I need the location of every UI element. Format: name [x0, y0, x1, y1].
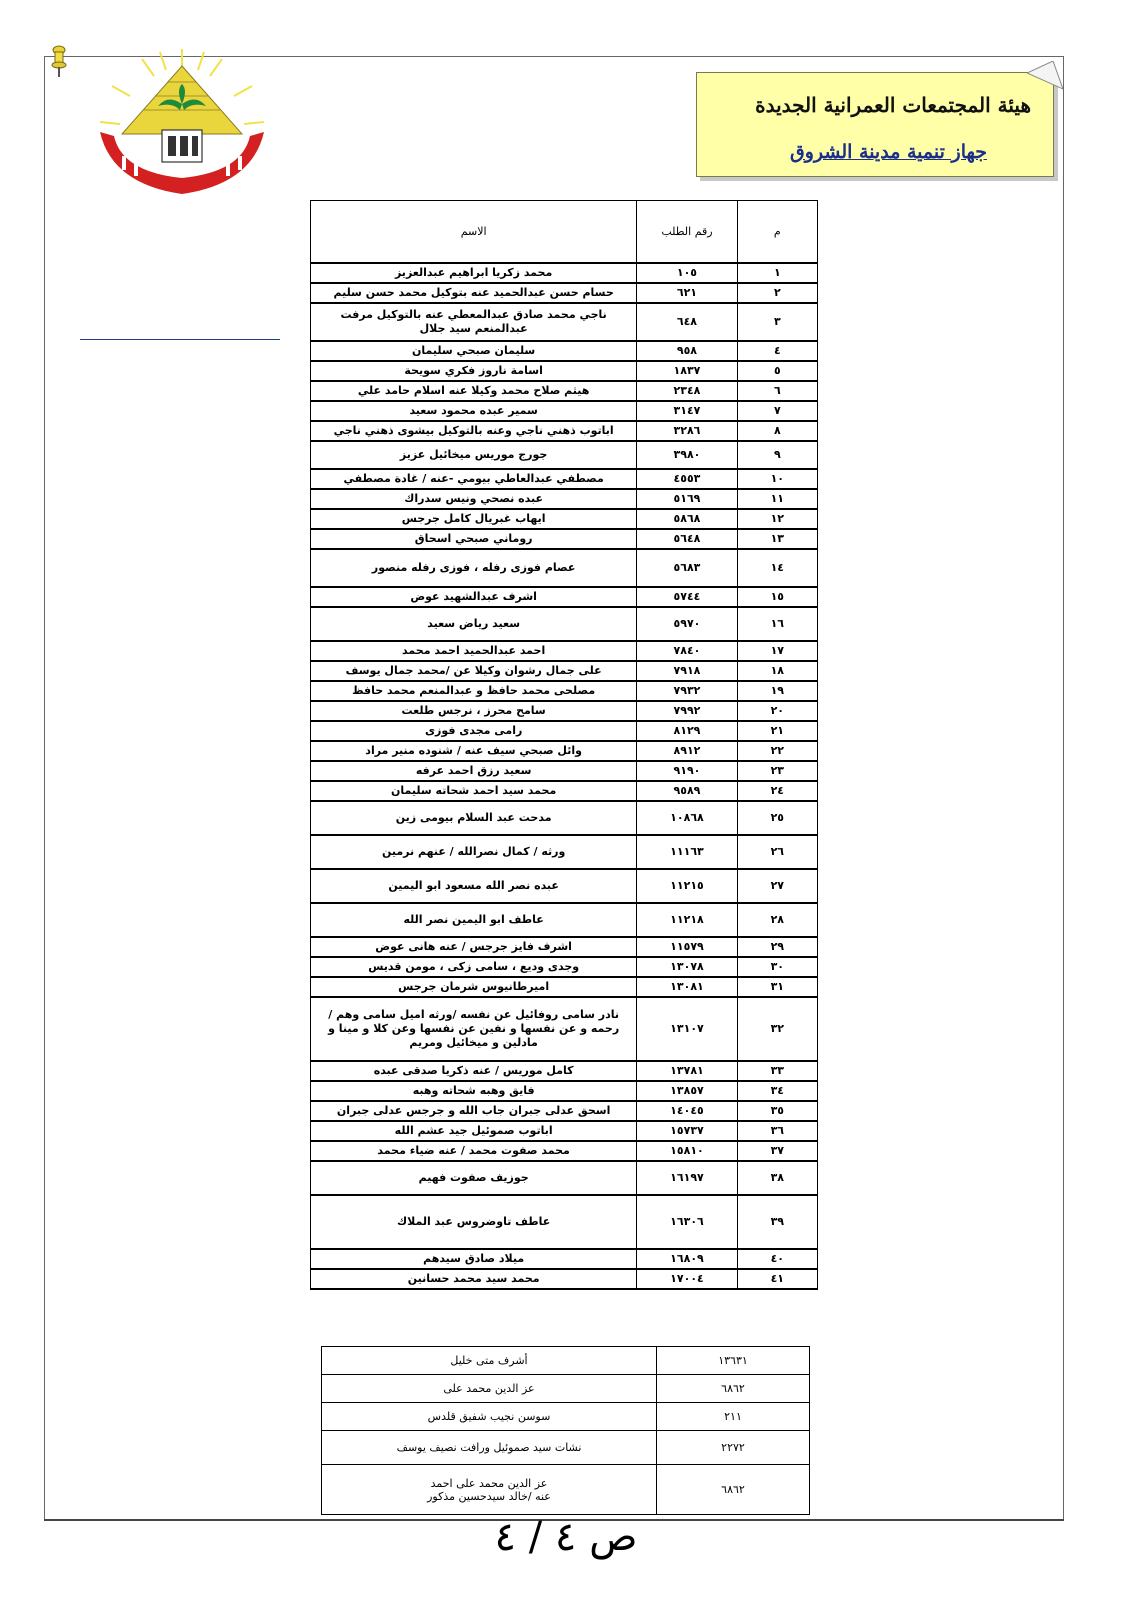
row-num: ٨ — [737, 421, 817, 441]
row-name: اسحق عدلى جبران جاب الله و جرجس عدلى جبران — [311, 1101, 637, 1121]
row-request: ١١٢١٨ — [637, 903, 737, 937]
row-name: محمد سيد محمد حسانين — [311, 1269, 637, 1289]
page-number: ص ٤ / ٤ — [494, 1514, 638, 1560]
table-row — [311, 1121, 818, 1141]
table-row — [311, 283, 818, 303]
row-num: ٣٠ — [737, 957, 817, 977]
row-name: نادر سامى روفائيل عن نفسه /ورثه اميل سامى وهم / رحمه و عن نفسها و نفين عن نفسها وعن كلا و مينا و مادلين و ميخائيل ومريم — [311, 997, 637, 1061]
row-name: سامح محرز ، نرجس طلعت — [311, 701, 637, 721]
table-row — [311, 469, 818, 489]
row-request: ١٧٠٠٤ — [637, 1269, 737, 1289]
row-request: ٥٦٤٨ — [637, 529, 737, 549]
row-request: ٨١٢٩ — [637, 721, 737, 741]
table-row — [311, 263, 818, 283]
table-row — [311, 529, 818, 549]
table-row — [311, 1161, 818, 1195]
row-name: محمد سيد احمد شحاته سليمان — [311, 781, 637, 801]
row-name: سعيد رياض سعيد — [311, 607, 637, 641]
row-name: محمد صفوت محمد / عنه ضياء محمد — [311, 1141, 637, 1161]
row-request: ٧٩٣٢ — [637, 681, 737, 701]
row-request: ١٣٧٨١ — [637, 1061, 737, 1081]
row-num: ٣٧ — [737, 1141, 817, 1161]
row-request: ١٨٣٧ — [637, 361, 737, 381]
row-name: وجدى وديع ، سامى زكى ، مومن قديس — [311, 957, 637, 977]
table-row — [311, 869, 818, 903]
table-row — [322, 1431, 810, 1465]
row-num: ٧ — [737, 401, 817, 421]
table-row — [311, 937, 818, 957]
row-name: جوزيف صفوت فهيم — [311, 1161, 637, 1195]
row-request: ٥٩٧٠ — [637, 607, 737, 641]
row-request: ٩٥٨ — [637, 341, 737, 361]
decorative-line — [80, 339, 280, 340]
row-request: ٢٢٧٢ — [657, 1431, 810, 1465]
table-row — [311, 1269, 818, 1289]
row-name: محمد زكريا ابراهيم عبدالعزيز — [311, 263, 637, 283]
row-request: ١١١٦٣ — [637, 835, 737, 869]
row-name: عاطف ابو اليمين نصر الله — [311, 903, 637, 937]
header-request: رقم الطلب — [637, 201, 737, 264]
row-name: على جمال رشوان وكيلا عن /محمد جمال يوسف — [311, 661, 637, 681]
row-num: ١٦ — [737, 607, 817, 641]
table-row — [311, 1141, 818, 1161]
row-num: ٢٤ — [737, 781, 817, 801]
row-name: اشرف فايز جرجس / عنه هانى عوض — [311, 937, 637, 957]
row-request: ١٠٥ — [637, 263, 737, 283]
row-request: ٦٨٦٢ — [657, 1465, 810, 1515]
row-request: ٣٢٨٦ — [637, 421, 737, 441]
row-request: ٦٢١ — [637, 283, 737, 303]
row-name: اباتوب صموئيل جيد عشم الله — [311, 1121, 637, 1141]
row-request: ٥١٦٩ — [637, 489, 737, 509]
header-note — [696, 72, 1054, 177]
row-request: ١٣٦٣١ — [657, 1347, 810, 1375]
row-num: ٣٢ — [737, 997, 817, 1061]
row-name — [322, 1465, 657, 1515]
org-subtitle: جهاز تنمية مدينة الشروق — [789, 141, 987, 163]
row-num: ٦ — [737, 381, 817, 401]
row-name: فايق وهبه شحاته وهبه — [311, 1081, 637, 1101]
row-name: ورثه / كمال نصرالله / عنهم نرمين — [311, 835, 637, 869]
row-num: ١٠ — [737, 469, 817, 489]
row-name: جورج موريس ميخائيل عزيز — [311, 441, 637, 469]
row-num: ٢٧ — [737, 869, 817, 903]
header-num: م — [737, 201, 817, 264]
table-row — [311, 1249, 818, 1269]
row-request: ٥٨٦٨ — [637, 509, 737, 529]
row-request: ١٦٣٠٦ — [637, 1195, 737, 1249]
row-request: ٥٦٨٣ — [637, 549, 737, 587]
row-num: ٣٥ — [737, 1101, 817, 1121]
row-request: ١٣١٠٧ — [637, 997, 737, 1061]
page-fold-icon — [1027, 61, 1063, 91]
row-request: ٥٧٤٤ — [637, 587, 737, 607]
row-name: سعيد رزق احمد عرفه — [311, 761, 637, 781]
table-row — [311, 489, 818, 509]
row-num: ٣٩ — [737, 1195, 817, 1249]
row-name: عبده نصر الله مسعود ابو اليمين — [311, 869, 637, 903]
table-row — [311, 721, 818, 741]
row-name: مصطفي عبدالعاطي بيومي -عنه / غادة مصطفي — [311, 469, 637, 489]
row-request: ٦٨٦٢ — [657, 1375, 810, 1403]
table-row — [311, 957, 818, 977]
row-num: ١٧ — [737, 641, 817, 661]
row-num: ٢٨ — [737, 903, 817, 937]
table-row — [311, 701, 818, 721]
row-num: ١٥ — [737, 587, 817, 607]
table-row — [311, 641, 818, 661]
table-row — [322, 1465, 810, 1515]
row-request: ٩١٩٠ — [637, 761, 737, 781]
row-request: ١٣٨٥٧ — [637, 1081, 737, 1101]
row-num: ٣٦ — [737, 1121, 817, 1141]
row-num: ١٢ — [737, 509, 817, 529]
table-row — [311, 421, 818, 441]
table-row — [311, 341, 818, 361]
row-num: ٢٦ — [737, 835, 817, 869]
row-name: ميلاد صادق سيدهم — [311, 1249, 637, 1269]
table-row — [322, 1375, 810, 1403]
additional-applicants-table — [321, 1346, 810, 1515]
row-name: رامى مجدى فوزى — [311, 721, 637, 741]
row-name: اشرف عبدالشهيد عوض — [311, 587, 637, 607]
org-name: هيئة المجتمعات العمرانية الجديدة — [755, 93, 1031, 117]
row-request: ١٠٨٦٨ — [637, 801, 737, 835]
row-request: ١٣٠٧٨ — [637, 957, 737, 977]
row-num: ٢٩ — [737, 937, 817, 957]
row-request: ٧٩١٨ — [637, 661, 737, 681]
table-row — [311, 903, 818, 937]
row-name: اميرطانيوس شرمان جرجس — [311, 977, 637, 997]
row-name: مدحت عبد السلام بيومى زين — [311, 801, 637, 835]
row-name: عز الدين محمد على — [322, 1375, 657, 1403]
row-request: ١٣٠٨١ — [637, 977, 737, 997]
row-num: ٣١ — [737, 977, 817, 997]
table-row — [311, 761, 818, 781]
table-row — [311, 549, 818, 587]
row-num: ٣٨ — [737, 1161, 817, 1195]
row-request: ٧٨٤٠ — [637, 641, 737, 661]
row-num: ٥ — [737, 361, 817, 381]
table-row — [311, 681, 818, 701]
row-num: ٢٢ — [737, 741, 817, 761]
row-request: ٧٩٩٢ — [637, 701, 737, 721]
table-row — [311, 587, 818, 607]
table-row — [311, 303, 818, 341]
row-num: ١١ — [737, 489, 817, 509]
row-request: ١١٢١٥ — [637, 869, 737, 903]
row-request: ٣٩٨٠ — [637, 441, 737, 469]
row-name: ناجي محمد صادق عبدالمعطي عنه بالتوكيل مرفت عبدالمنعم سيد جلال — [311, 303, 637, 341]
row-num: ١٩ — [737, 681, 817, 701]
row-name: حسام حسن عبدالحميد عنه بتوكيل محمد حسن سليم — [311, 283, 637, 303]
applicants-table — [310, 200, 818, 1290]
row-name: مصلحى محمد حافظ و عبدالمنعم محمد حافظ — [311, 681, 637, 701]
table-row — [311, 781, 818, 801]
el-shorouk-city-logo-icon — [92, 44, 272, 214]
row-request: ٢١١ — [657, 1403, 810, 1431]
table-row — [311, 1195, 818, 1249]
row-name-line: عز الدين محمد على احمد — [430, 1476, 548, 1490]
row-num: ١٨ — [737, 661, 817, 681]
row-num: ١ — [737, 263, 817, 283]
row-num: ٢٠ — [737, 701, 817, 721]
table-row — [311, 1061, 818, 1081]
table-row — [322, 1403, 810, 1431]
row-name: احمد عبدالحميد احمد محمد — [311, 641, 637, 661]
row-name: نشات سيد صموئيل ورافت نصيف يوسف — [322, 1431, 657, 1465]
table-row — [311, 607, 818, 641]
table-row — [311, 661, 818, 681]
table-row — [311, 401, 818, 421]
row-request: ٨٩١٢ — [637, 741, 737, 761]
row-name: سوسن نجيب شفيق قلدس — [322, 1403, 657, 1431]
table-row — [311, 361, 818, 381]
pushpin-icon — [48, 44, 70, 78]
row-request: ٤٥٥٣ — [637, 469, 737, 489]
table-row — [311, 801, 818, 835]
row-name: أشرف متى خليل — [322, 1347, 657, 1375]
row-num: ٤٠ — [737, 1249, 817, 1269]
row-request: ٣١٤٧ — [637, 401, 737, 421]
header-name: الاسم — [311, 201, 637, 264]
row-num: ١٤ — [737, 549, 817, 587]
row-num: ٢١ — [737, 721, 817, 741]
row-name: اسامة ناروز فكري سويحة — [311, 361, 637, 381]
row-name: روماني صبحي اسحاق — [311, 529, 637, 549]
row-request: ١٦١٩٧ — [637, 1161, 737, 1195]
row-request: ١٤٠٤٥ — [637, 1101, 737, 1121]
table-row — [311, 977, 818, 997]
row-num: ٤ — [737, 341, 817, 361]
row-num: ٢٣ — [737, 761, 817, 781]
row-num: ٣٤ — [737, 1081, 817, 1101]
table-row — [311, 509, 818, 529]
table-row — [311, 1101, 818, 1121]
table-row — [311, 441, 818, 469]
table-row — [311, 997, 818, 1061]
row-name: سليمان صبحي سليمان — [311, 341, 637, 361]
table-row — [311, 1081, 818, 1101]
row-request: ٩٥٨٩ — [637, 781, 737, 801]
row-num: ٩ — [737, 441, 817, 469]
row-name: وائل صبحي سيف عنه / شنوده منير مراد — [311, 741, 637, 761]
row-name: عاطف تاوضروس عبد الملاك — [311, 1195, 637, 1249]
row-request: ٦٤٨ — [637, 303, 737, 341]
row-num: ٢٥ — [737, 801, 817, 835]
row-name: عبده نصحي ونيس سدراك — [311, 489, 637, 509]
table-row — [322, 1347, 810, 1375]
row-name-line: عنه /خالد سيدحسين مذكور — [427, 1489, 551, 1503]
table-row — [311, 381, 818, 401]
row-request: ٢٣٤٨ — [637, 381, 737, 401]
row-num: ٢ — [737, 283, 817, 303]
row-num: ٣٣ — [737, 1061, 817, 1081]
row-name: عصام فوزى رفله ، فوزى رفله منصور — [311, 549, 637, 587]
row-request: ١١٥٧٩ — [637, 937, 737, 957]
table-header-row — [311, 201, 818, 264]
table-row — [311, 741, 818, 761]
row-name: هيثم صلاح محمد وكيلا عنه اسلام حامد علي — [311, 381, 637, 401]
table-row — [311, 835, 818, 869]
row-name: ايهاب غبريال كامل جرجس — [311, 509, 637, 529]
row-name: اباتوب ذهني ناجي وعنه بالتوكيل بيشوى ذهني ناجي — [311, 421, 637, 441]
row-num: ٣ — [737, 303, 817, 341]
row-num: ١٣ — [737, 529, 817, 549]
row-name: سمير عبده محمود سعيد — [311, 401, 637, 421]
row-request: ١٦٨٠٩ — [637, 1249, 737, 1269]
row-request: ١٥٧٣٧ — [637, 1121, 737, 1141]
row-request: ١٥٨١٠ — [637, 1141, 737, 1161]
row-name: كامل موريس / عنه ذكريا صدقى عبده — [311, 1061, 637, 1081]
row-num: ٤١ — [737, 1269, 817, 1289]
